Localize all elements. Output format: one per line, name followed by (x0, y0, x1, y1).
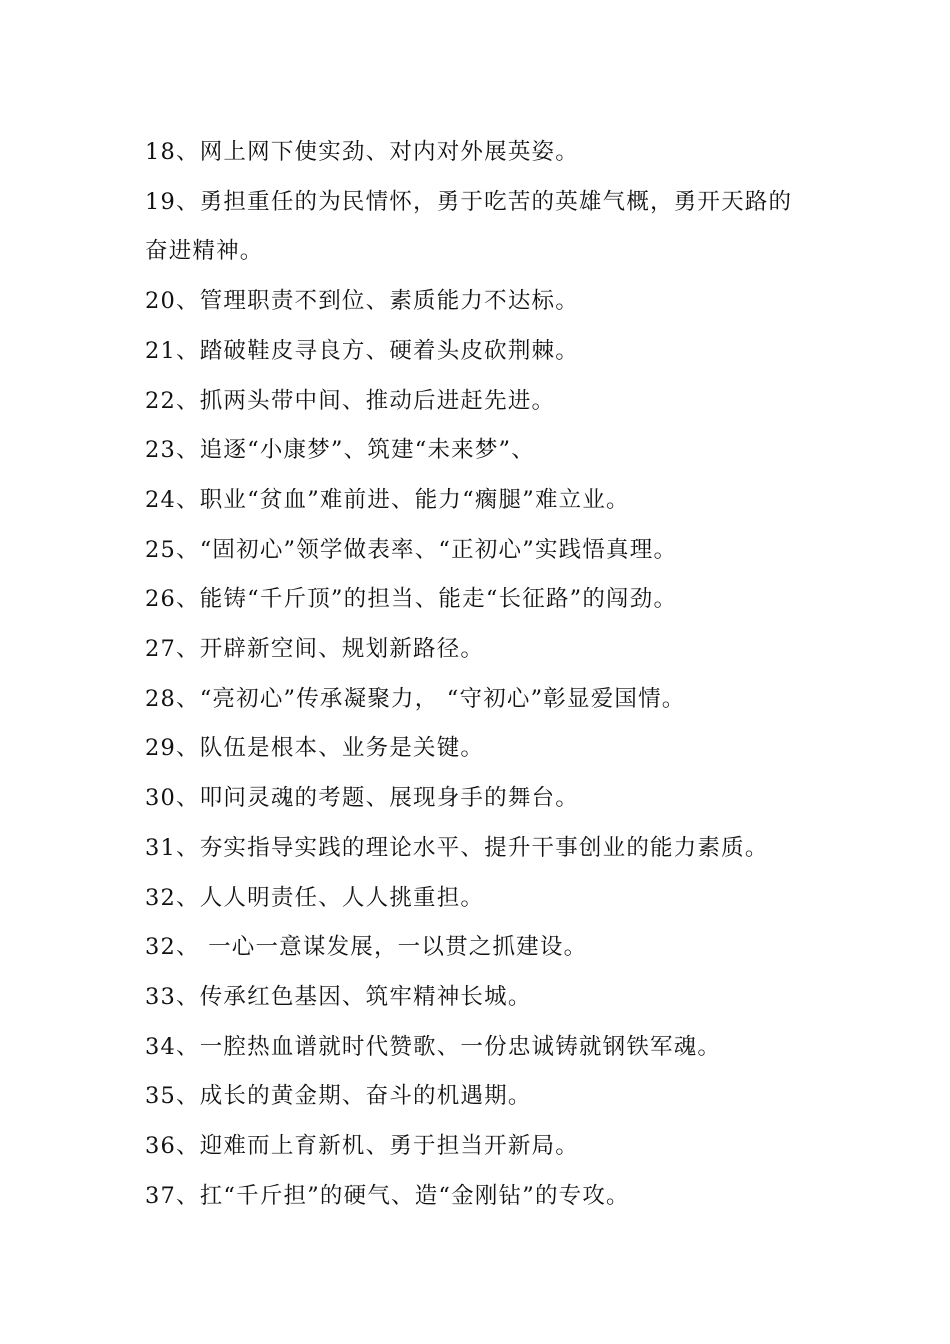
list-item: 28、“亮初心”传承凝聚力， “守初心”彰显爱国情。 (145, 685, 686, 712)
list-item: 32、 一心一意谋发展，一以贯之抓建设。 (145, 934, 588, 961)
document-body (145, 128, 815, 1221)
list-item: 26、能铸“千斤顶”的担当、能走“长征路”的闯劲。 (145, 586, 678, 613)
list-item: 31、夯实指导实践的理论水平、提升干事创业的能力素质。 (145, 834, 769, 861)
list-item: 27、开辟新空间、规划新路径。 (145, 636, 485, 663)
list-item: 25、“固初心”领学做表率、“正初心”实践悟真理。 (145, 536, 678, 563)
list-item: 36、迎难而上育新机、勇于担当开新局。 (145, 1133, 579, 1160)
list-item: 37、扛“千斤担”的硬气、造“金刚钻”的专攻。 (145, 1182, 630, 1209)
list-item: 23、追逐“小康梦”、筑建“未来梦”、 (145, 437, 535, 464)
list-item: 32、人人明责任、人人挑重担。 (145, 884, 485, 911)
list-item: 21、踏破鞋皮寻良方、硬着头皮砍荆棘。 (145, 337, 579, 364)
list-item: 29、队伍是根本、业务是关键。 (145, 735, 485, 762)
list-item: 18、网上网下使实劲、对内对外展英姿。 (145, 139, 579, 165)
list-item: 30、叩问灵魂的考题、展现身手的舞台。 (145, 785, 579, 812)
list-item: 34、一腔热血谱就时代赞歌、一份忠诚铸就钢铁军魂。 (145, 1033, 722, 1060)
list-item: 19、勇担重任的为民情怀，勇于吃苦的英雄气概，勇开天路的奋进精神。 (145, 188, 793, 265)
list-item: 24、职业“贫血”难前进、能力“瘸腿”难立业。 (145, 486, 630, 513)
list-item: 20、管理职责不到位、素质能力不达标。 (145, 288, 579, 315)
list-item: 33、传承红色基因、筑牢精神长城。 (145, 983, 532, 1010)
list-item: 35、成长的黄金期、奋斗的机遇期。 (145, 1083, 532, 1110)
list-item: 22、抓两头带中间、推动后进赶先进。 (145, 387, 556, 414)
